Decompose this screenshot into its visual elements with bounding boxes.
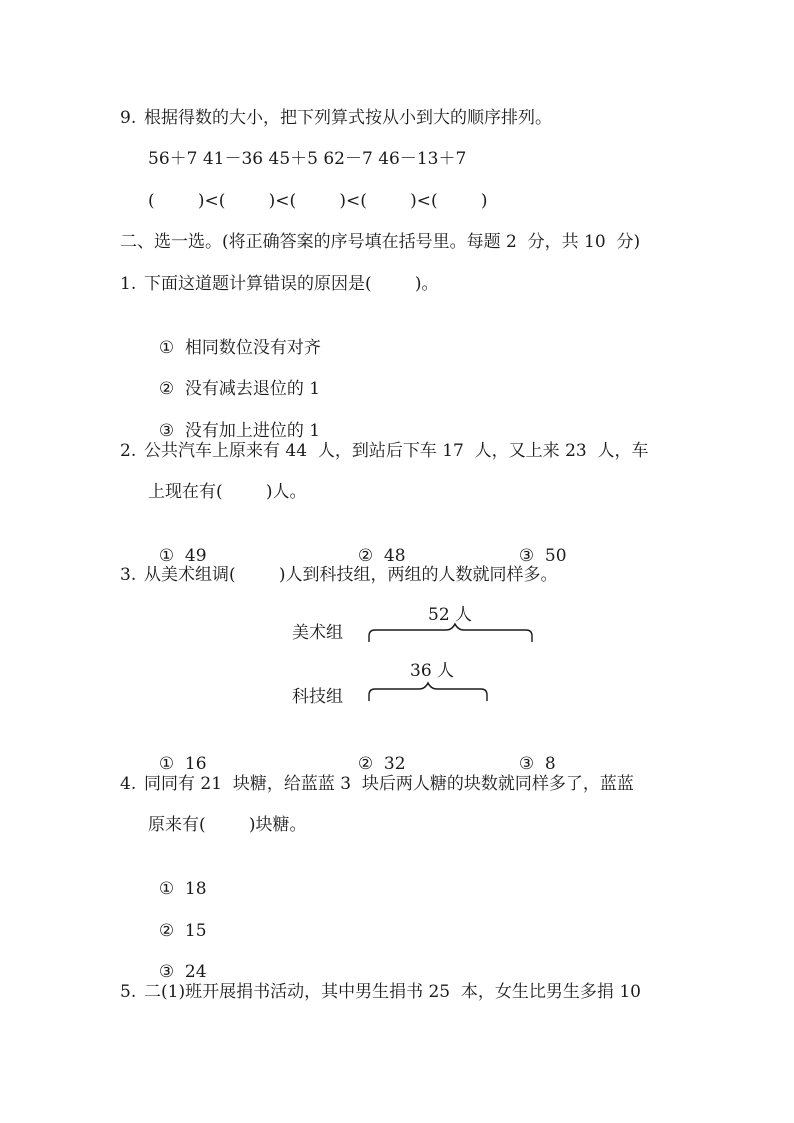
tech-group-brace xyxy=(369,683,487,701)
q9-text: 根据得数的大小，把下列算式按从小到大的顺序排列。 xyxy=(144,108,552,128)
option-mark: ① xyxy=(158,754,175,774)
option-text: 24 xyxy=(184,962,207,982)
option-text: 49 xyxy=(184,546,207,566)
option-mark: ② xyxy=(357,754,374,774)
q4-text-line2: 原来有( )块糖。 xyxy=(148,815,307,835)
option-mark: ① xyxy=(158,338,175,358)
q4-text-line1: 同同有 21 块糖，给蓝蓝 3 块后两人糖的块数就同样多了，蓝蓝 xyxy=(144,774,634,794)
q3-option-2 xyxy=(347,731,406,775)
q9-expressions: 56＋7 41－36 45＋5 62－7 46－13＋7 xyxy=(148,149,467,169)
q5-number: 5. xyxy=(120,982,137,1002)
option-mark: ① xyxy=(158,546,175,566)
option-text: 15 xyxy=(184,921,207,941)
option-mark: ③ xyxy=(518,754,535,774)
q2-number: 2. xyxy=(120,441,137,461)
option-text: 18 xyxy=(184,879,207,899)
art-group-brace xyxy=(369,624,532,642)
option-mark: ③ xyxy=(158,421,175,441)
option-text: 没有减去退位的 1 xyxy=(184,379,321,399)
q1-text: 下面这道题计算错误的原因是( )。 xyxy=(144,274,439,294)
q5-text: 二(1)班开展捐书活动，其中男生捐书 25 本，女生比男生多捐 10 xyxy=(144,982,641,1002)
q3-option-3 xyxy=(508,731,556,775)
option-mark: ① xyxy=(158,879,175,899)
q4-option-1 xyxy=(148,856,207,900)
q2-text-line1: 公共汽车上原来有 44 人，到站后下车 17 人，又上来 23 人，车 xyxy=(144,441,649,461)
option-mark: ③ xyxy=(518,546,535,566)
option-text: 48 xyxy=(383,546,406,566)
q2-text-line2: 上现在有( )人。 xyxy=(148,482,307,502)
q3-number: 3. xyxy=(120,565,137,585)
option-mark: ② xyxy=(158,379,175,399)
art-group-label: 美术组 xyxy=(292,623,343,643)
q4-number: 4. xyxy=(120,774,137,794)
option-text: 没有加上进位的 1 xyxy=(184,421,321,441)
option-mark: ③ xyxy=(158,962,175,982)
q4-option-3 xyxy=(148,939,207,983)
tech-group-count: 36 人 xyxy=(410,661,455,681)
q4-option-2 xyxy=(148,898,207,942)
option-text: 16 xyxy=(184,754,207,774)
option-mark: ② xyxy=(357,546,374,566)
q3-option-1 xyxy=(148,731,207,775)
option-text: 50 xyxy=(544,546,567,566)
q3-text: 从美术组调( )人到科技组，两组的人数就同样多。 xyxy=(144,565,558,585)
section-2-title: 二、选一选。(将正确答案的序号填在括号里。每题 2 分，共 10 分) xyxy=(120,232,641,252)
option-text: 32 xyxy=(383,754,406,774)
option-text: 8 xyxy=(544,754,556,774)
option-text: 相同数位没有对齐 xyxy=(184,338,321,358)
q1-number: 1. xyxy=(120,274,137,294)
art-group-count: 52 人 xyxy=(428,605,473,625)
q9-number: 9. xyxy=(120,108,137,128)
q9-answer-blanks: ( )<( )<( )<( )<( ) xyxy=(148,191,488,211)
option-mark: ② xyxy=(158,921,175,941)
tech-group-label: 科技组 xyxy=(292,687,343,707)
